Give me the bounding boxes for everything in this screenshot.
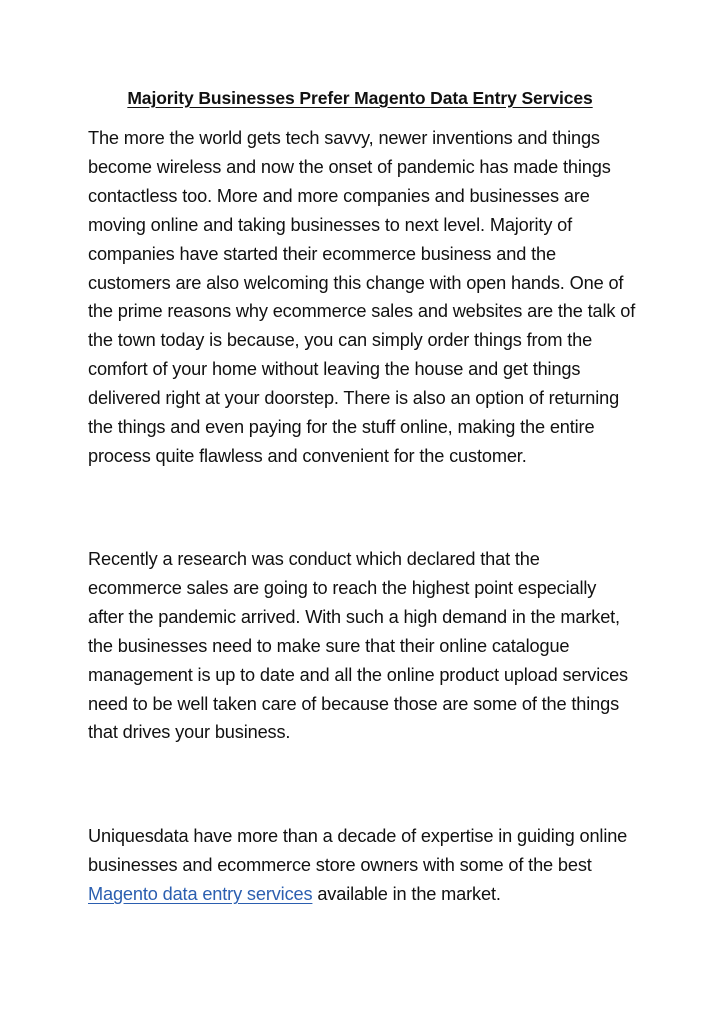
paragraph-3 (88, 822, 636, 909)
paragraph-3-tail: available in the market. (312, 883, 501, 904)
document-title: Majority Businesses Prefer Magento Data Entry Services (127, 88, 593, 108)
paragraph-3-lead: Uniquesdata have more than a decade of expertise in guiding online businesses and ecommerce store owners with some of the best (88, 826, 628, 875)
paragraph-2: Recently a research was conduct which declared that the ecommerce sales are going to reach the highest point especially after the pandemic arrived. With such a high demand in the market, the businesses need to make sure that their online catalogue management is up to date and all the online product upload services need to be well taken care of because those are some of the things that drives your business. (88, 549, 628, 743)
magento-data-entry-link[interactable]: Magento data entry services (88, 883, 313, 904)
paragraph-1: The more the world gets tech savvy, newer inventions and things become wireless and now the onset of pandemic has made things contactless too. More and more companies and businesses are moving online and taking businesses to next level. Majority of companies have started their ecommerce business and the customers are also welcoming this change with open hands. One of the prime reasons why ecommerce sales and websites are the talk of the town today is because, you can simply order things from the comfort of your home without leaving the house and get things delivered right at your doorstep. There is also an option of returning the things and even paying for the stuff online, making the entire process quite flawless and convenient for the customer. (88, 128, 636, 466)
